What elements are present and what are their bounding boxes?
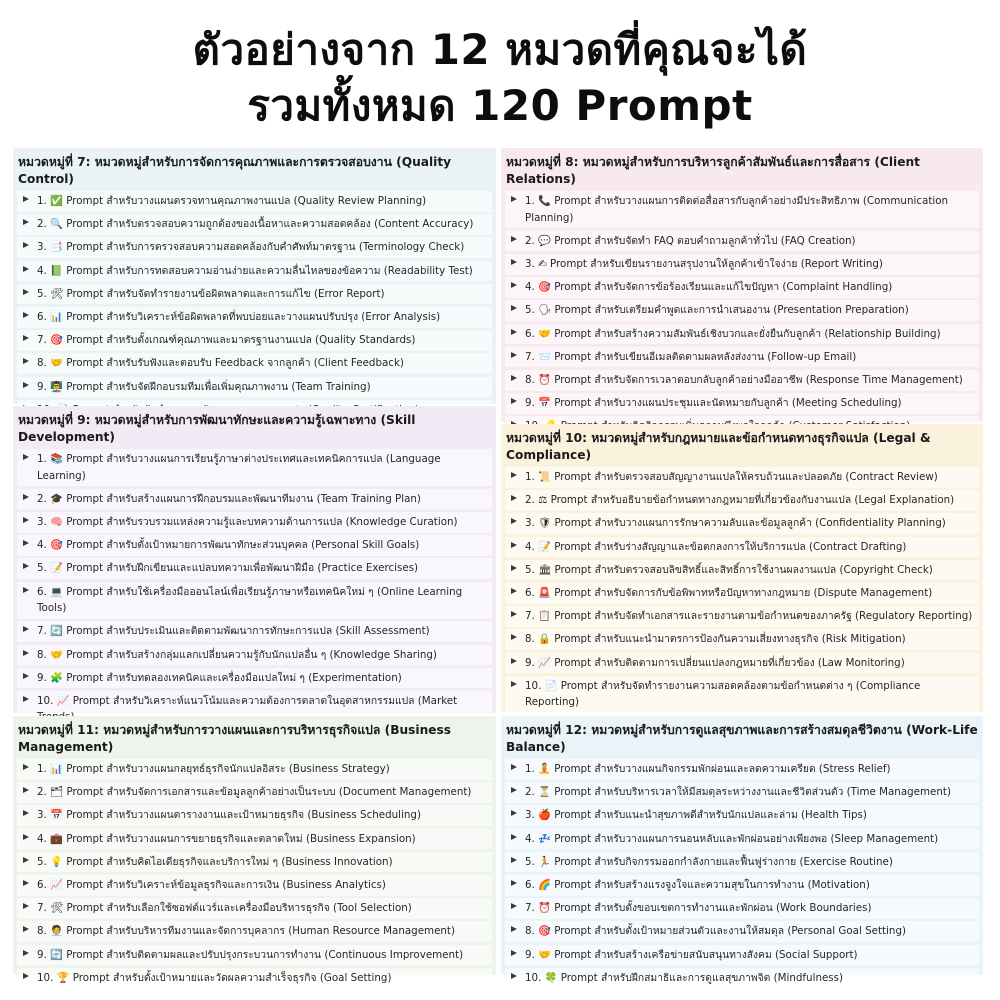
- prompt-item[interactable]: [505, 782, 979, 803]
- prompt-item[interactable]: [505, 300, 979, 321]
- prompt-item[interactable]: [505, 467, 979, 488]
- disclosure-triangle-icon[interactable]: [23, 857, 29, 863]
- prompt-item[interactable]: [17, 668, 492, 689]
- prompt-item[interactable]: [505, 676, 979, 713]
- disclosure-triangle-icon[interactable]: [23, 880, 29, 886]
- prompt-item-text: 9. 📈 Prompt สำหรับติดตามการเปลี่ยนแปลงกฎหมายที่เกี่ยวข้อง (Law Monitoring): [525, 656, 905, 669]
- prompt-item-text: 3. 📅 Prompt สำหรับวางแผนตารางงานและเป้าหมายธุรกิจ (Business Scheduling): [37, 809, 421, 822]
- prompt-item[interactable]: [505, 513, 979, 534]
- prompt-item-text: 4. 📝 Prompt สำหรับร่างสัญญาและข้อตกลงการให้บริการแปล (Contract Drafting): [525, 540, 907, 553]
- prompt-item-text: 5. 🏛 Prompt สำหรับตรวจสอบลิขสิทธิ์และสิทธิ์การใช้งานผลงานแปล (Copyright Check): [525, 563, 933, 576]
- prompt-item[interactable]: [17, 512, 492, 533]
- prompt-item-text: 6. 🌈 Prompt สำหรับสร้างแรงจูงใจและความสุขในการทำงาน (Motivation): [525, 878, 870, 891]
- disclosure-triangle-icon[interactable]: [23, 626, 29, 632]
- prompt-item[interactable]: [505, 852, 979, 873]
- prompt-item[interactable]: [17, 898, 492, 919]
- prompt-item-text: 1. 📊 Prompt สำหรับวางแผนกลยุทธ์ธุรกิจนักแปลอิสระ (Business Strategy): [37, 763, 390, 775]
- prompt-item[interactable]: [17, 449, 492, 486]
- prompt-item[interactable]: [17, 489, 492, 510]
- category-panel-8: [501, 148, 983, 422]
- prompt-item-text: 8. 🎯 Prompt สำหรับตั้งเป้าหมายส่วนตัวและงานให้สมดุล (Personal Goal Setting): [525, 925, 906, 938]
- prompt-item-text: 10. 🏆 Prompt สำหรับตั้งเป้าหมายและวัดผลความสำเร็จธุรกิจ (Goal Setting): [37, 971, 392, 984]
- prompt-item[interactable]: [17, 558, 492, 579]
- prompt-item-text: 10. 📄 Prompt สำหรับจัดทำรายงานความสอดคล้องตามข้อกำหนดต่าง ๆ (Compliance Reporting): [525, 679, 921, 709]
- category-panel-10: [501, 424, 983, 712]
- prompt-item-text: 8. ⏰ Prompt สำหรับจัดการเวลาตอบกลับลูกค้าอย่างมืออาชีพ (Response Time Management): [525, 373, 963, 386]
- disclosure-triangle-icon[interactable]: [511, 588, 517, 594]
- disclosure-triangle-icon[interactable]: [23, 650, 29, 656]
- prompt-list: [505, 759, 979, 988]
- prompt-item-text: 8. 🧑‍💼 Prompt สำหรับบริหารทีมงานและจัดการบุคลากร (Human Resource Management): [37, 925, 455, 938]
- disclosure-triangle-icon[interactable]: [511, 903, 517, 909]
- disclosure-triangle-icon[interactable]: [511, 950, 517, 956]
- disclosure-triangle-icon[interactable]: [511, 634, 517, 640]
- prompt-item[interactable]: [505, 191, 979, 228]
- prompt-list: [17, 759, 492, 988]
- prompt-item[interactable]: [17, 284, 492, 305]
- prompt-item[interactable]: [505, 254, 979, 275]
- disclosure-triangle-icon[interactable]: [23, 903, 29, 909]
- prompt-item-text: 2. 🎓 Prompt สำหรับสร้างแผนการฝึกอบรมและพัฒนาทีมงาน (Team Training Plan): [37, 492, 421, 505]
- prompt-item[interactable]: [17, 852, 492, 873]
- prompt-item-text: 6. 📈 Prompt สำหรับวิเคราะห์ข้อมูลธุรกิจและการเงิน (Business Analytics): [37, 878, 386, 891]
- prompt-item-text: 3. 🧠 Prompt สำหรับรวบรวมแหล่งความรู้และบทความด้านการแปล (Knowledge Curation): [37, 515, 458, 528]
- prompt-item-text: 10. 📈 Prompt สำหรับวิเคราะห์แนวโน้มและความต้องการตลาดในอุตสาหกรรมแปล (Market: [37, 694, 458, 707]
- prompt-item[interactable]: [17, 214, 492, 235]
- disclosure-triangle-icon[interactable]: [511, 834, 517, 840]
- disclosure-triangle-icon[interactable]: [23, 950, 29, 956]
- disclosure-triangle-icon[interactable]: [511, 518, 517, 524]
- prompt-item[interactable]: [17, 191, 492, 212]
- prompt-item[interactable]: [17, 875, 492, 896]
- prompt-item-text: 7. ⏰ Prompt สำหรับตั้งขอบเขตการทำงานและพักผ่อน (Work Boundaries): [525, 902, 872, 915]
- prompt-item[interactable]: [505, 968, 979, 989]
- prompt-item-text: 8. 🤝 Prompt สำหรับสร้างกลุ่มแลกเปลี่ยนความรู้กับนักแปลอื่น ๆ (Knowledge Sharing): [37, 648, 437, 661]
- prompt-item-text: 1. 🧘 Prompt สำหรับวางแผนกิจกรรมพักผ่อนและลดความเครียด (Stress Relief): [525, 763, 891, 775]
- disclosure-triangle-icon[interactable]: [23, 926, 29, 932]
- prompt-item[interactable]: [505, 277, 979, 298]
- prompt-list: [17, 191, 492, 420]
- prompt-item-text: 9. 📅 Prompt สำหรับวางแผนประชุมและนัดหมายกับลูกค้า (Meeting Scheduling): [525, 397, 902, 410]
- prompt-item-text: 4. 🎯 Prompt สำหรับตั้งเป้าหมายการพัฒนาทักษะส่วนบุคคล (Personal Skill Goals): [37, 539, 420, 552]
- prompt-item[interactable]: [505, 393, 979, 414]
- prompt-item[interactable]: [505, 537, 979, 558]
- prompt-item[interactable]: [505, 370, 979, 391]
- prompt-item-text: 7. 📨 Prompt สำหรับเขียนอีเมลติดตามผลหลังส่งงาน (Follow-up Email): [525, 350, 857, 363]
- prompt-item[interactable]: [505, 805, 979, 826]
- prompt-item[interactable]: [505, 945, 979, 966]
- disclosure-triangle-icon[interactable]: [511, 764, 517, 770]
- prompt-item[interactable]: [17, 921, 492, 942]
- prompt-item[interactable]: [505, 629, 979, 650]
- disclosure-triangle-icon[interactable]: [511, 787, 517, 793]
- category-panel-11: [13, 716, 496, 984]
- category-title: หมวดหมู่ที่ 12: หมวดหมู่สำหรับการดูแลสุขภาพและการสร้างสมดุลชีวิตงาน (Work-Life Balance): [506, 723, 978, 754]
- prompt-item-text: 3. ✍ Prompt สำหรับเขียนรายงานสรุปงานให้ลูกค้าเข้าใจง่าย (Report Writing): [525, 257, 883, 270]
- disclosure-triangle-icon[interactable]: [23, 696, 29, 702]
- prompt-item-text: 5. 🛠 Prompt สำหรับจัดทำรายงานข้อผิดพลาดและการแก้ไข (Error Report): [37, 287, 385, 300]
- disclosure-triangle-icon[interactable]: [23, 358, 29, 364]
- prompt-item[interactable]: [505, 606, 979, 627]
- prompt-item-text: 7. 🛠 Prompt สำหรับเลือกใช้ซอฟต์แวร์และเครื่องมือบริหารธุรกิจ (Tool Selection): [37, 902, 412, 915]
- disclosure-triangle-icon[interactable]: [511, 282, 517, 288]
- prompt-item-text: 6. 💻 Prompt สำหรับใช้เครื่องมือออนไลน์เพื่อเรียนรู้ภาษาหรือเทคนิคใหม่ ๆ (Online Learning Tools): [37, 585, 463, 615]
- prompt-item-text: 4. 💤 Prompt สำหรับวางแผนการนอนหลับและพักผ่อนอย่างเพียงพอ (Sleep Management): [525, 832, 939, 845]
- prompt-item-text: 3. 🛡 Prompt สำหรับวางแผนการรักษาความลับและข้อมูลลูกค้า (Confidentiality Planning): [525, 517, 946, 530]
- disclosure-triangle-icon[interactable]: [23, 563, 29, 569]
- category-panel-9: [13, 406, 496, 713]
- prompt-item-text: 9. 👨‍🏫 Prompt สำหรับจัดฝึกอบรมทีมเพื่อเพิ่มคุณภาพงาน (Team Training): [37, 380, 371, 393]
- disclosure-triangle-icon[interactable]: [511, 658, 517, 664]
- disclosure-triangle-icon[interactable]: [23, 517, 29, 523]
- prompt-item[interactable]: [505, 653, 979, 674]
- prompt-item[interactable]: [17, 330, 492, 351]
- prompt-item-text: 6. 🚨 Prompt สำหรับจัดการกับข้อพิพาทหรือปัญหาทางกฎหมาย (Dispute Management): [525, 586, 933, 599]
- prompt-item-text: 5. 🏃 Prompt สำหรับกิจกรรมออกกำลังกายและฟื้นฟูร่างกาย (Exercise Routine): [525, 855, 893, 868]
- prompt-item[interactable]: [17, 945, 492, 966]
- prompt-item[interactable]: [505, 875, 979, 896]
- prompt-item[interactable]: [17, 237, 492, 258]
- disclosure-triangle-icon[interactable]: [23, 382, 29, 388]
- prompt-item-text: 3. 🍎 Prompt สำหรับแนะนำสุขภาพดีสำหรับนักแปลและล่าม (Health Tips): [525, 809, 867, 822]
- disclosure-triangle-icon[interactable]: [511, 495, 517, 501]
- prompt-item-text: 1. 📜 Prompt สำหรับตรวจสอบสัญญางานแปลให้ครบถ้วนและปลอดภัย (Contract Review): [525, 471, 938, 483]
- disclosure-triangle-icon[interactable]: [511, 542, 517, 548]
- disclosure-triangle-icon[interactable]: [511, 565, 517, 571]
- disclosure-triangle-icon[interactable]: [23, 289, 29, 295]
- category-title: หมวดหมู่ที่ 11: หมวดหมู่สำหรับการวางแผนและการบริหารธุรกิจแปล (Business Management): [18, 723, 452, 754]
- category-panel-12: [501, 716, 983, 984]
- prompt-item[interactable]: [505, 829, 979, 850]
- prompt-item[interactable]: [17, 377, 492, 398]
- prompt-item-text: 7. 🎯 Prompt สำหรับตั้งเกณฑ์คุณภาพและมาตรฐานงานแปล (Quality Standards): [37, 334, 416, 347]
- disclosure-triangle-icon[interactable]: [511, 472, 517, 478]
- prompt-list: [17, 449, 492, 728]
- disclosure-triangle-icon[interactable]: [23, 219, 29, 225]
- prompt-item[interactable]: [505, 324, 979, 345]
- disclosure-triangle-icon[interactable]: [23, 810, 29, 816]
- prompt-item-text: 4. 💼 Prompt สำหรับวางแผนการขยายธุรกิจและตลาดใหม่ (Business Expansion): [37, 832, 416, 845]
- category-title: หมวดหมู่ที่ 10: หมวดหมู่สำหรับกฎหมายและข้อกำหนดทางธุรกิจแปล (Legal & Compliance): [506, 431, 931, 462]
- disclosure-triangle-icon[interactable]: [23, 587, 29, 593]
- hero-title-line-1: ตัวอย่างจาก 12 หมวดที่คุณจะได้: [192, 25, 808, 74]
- disclosure-triangle-icon[interactable]: [511, 196, 517, 202]
- disclosure-triangle-icon[interactable]: [511, 880, 517, 886]
- prompt-item[interactable]: [17, 759, 492, 780]
- prompt-item-text: 6. 🤝 Prompt สำหรับสร้างความสัมพันธ์เชิงบวกและยั่งยืนกับลูกค้า (Relationship Building): [525, 327, 941, 340]
- category-title: หมวดหมู่ที่ 9: หมวดหมู่สำหรับการพัฒนาทักษะและความรู้เฉพาะทาง (Skill Development): [18, 413, 416, 444]
- category-panel-7: [13, 148, 496, 404]
- prompt-item-text: 2. ⚖ Prompt สำหรับอธิบายข้อกำหนดทางกฎหมายที่เกี่ยวข้องกับงานแปล (Legal Explanation): [525, 494, 955, 507]
- prompt-item[interactable]: [17, 782, 492, 803]
- prompt-item-text: 9. 🤝 Prompt สำหรับสร้างเครือข่ายสนับสนุนทางสังคม (Social Support): [525, 948, 858, 961]
- disclosure-triangle-icon[interactable]: [23, 834, 29, 840]
- prompt-item[interactable]: [505, 921, 979, 942]
- prompt-item[interactable]: [505, 231, 979, 252]
- disclosure-triangle-icon[interactable]: [23, 764, 29, 770]
- prompt-item-text: 9. 🧩 Prompt สำหรับทดลองเทคนิคและเครื่องมือแปลใหม่ ๆ (Experimentation): [37, 671, 402, 684]
- hero-title: [0, 22, 1000, 134]
- disclosure-triangle-icon[interactable]: [511, 352, 517, 358]
- prompt-item-text: 5. 💡 Prompt สำหรับคิดไอเดียธุรกิจและบริการใหม่ ๆ (Business Innovation): [37, 855, 393, 868]
- prompt-item[interactable]: [505, 898, 979, 919]
- disclosure-triangle-icon[interactable]: [511, 236, 517, 242]
- disclosure-triangle-icon[interactable]: [511, 259, 517, 265]
- prompt-item-text: 8. 🔒 Prompt สำหรับแนะนำมาตรการป้องกันความเสี่ยงทางธุรกิจ (Risk Mitigation): [525, 633, 906, 646]
- prompt-item[interactable]: [505, 560, 979, 581]
- prompt-item[interactable]: [17, 621, 492, 642]
- prompt-item-text: 5. 🗣 Prompt สำหรับเตรียมคำพูดและการนำเสนองาน (Presentation Preparation): [525, 304, 909, 317]
- category-title: หมวดหมู่ที่ 8: หมวดหมู่สำหรับการบริหารลูกค้าสัมพันธ์และการสื่อสาร (Client Relations): [506, 155, 920, 186]
- prompt-item[interactable]: [17, 645, 492, 666]
- prompt-item[interactable]: [505, 759, 979, 780]
- prompt-item[interactable]: [17, 307, 492, 328]
- prompt-item[interactable]: [505, 490, 979, 511]
- prompt-item-text: 6. 📊 Prompt สำหรับวิเคราะห์ข้อผิดพลาดที่พบบ่อยและวางแผนปรับปรุง (Error Analysis): [37, 310, 441, 323]
- prompt-list: [505, 191, 979, 437]
- prompt-item-text: 1. 📞 Prompt สำหรับวางแผนการติดต่อสื่อสารกับลูกค้าอย่างมีประสิทธิภาพ (Communication Planning): [525, 195, 949, 224]
- prompt-item[interactable]: [17, 261, 492, 282]
- disclosure-triangle-icon[interactable]: [511, 973, 517, 979]
- prompt-item-text: 9. 🔄 Prompt สำหรับติดตามผลและปรับปรุงกระบวนการทำงาน (Continuous Improvement): [37, 948, 464, 961]
- prompt-item[interactable]: [17, 805, 492, 826]
- disclosure-triangle-icon[interactable]: [23, 312, 29, 318]
- prompt-item[interactable]: [17, 582, 492, 619]
- disclosure-triangle-icon[interactable]: [511, 305, 517, 311]
- prompt-item-text: 1. ✅ Prompt สำหรับวางแผนตรวจทานคุณภาพงานแปล (Quality Review Planning): [37, 195, 427, 207]
- prompt-list: [505, 467, 979, 713]
- disclosure-triangle-icon[interactable]: [23, 494, 29, 500]
- disclosure-triangle-icon[interactable]: [23, 787, 29, 793]
- disclosure-triangle-icon[interactable]: [511, 926, 517, 932]
- prompt-item-text: 7. 📋 Prompt สำหรับจัดทำเอกสารและรายงานตามข้อกำหนดของภาครัฐ (Regulatory Reporting): [525, 610, 973, 623]
- prompt-item[interactable]: [17, 968, 492, 989]
- prompt-item-text: 8. 🤝 Prompt สำหรับรับฟังและตอบรับ Feedback จากลูกค้า (Client Feedback): [37, 357, 404, 370]
- disclosure-triangle-icon[interactable]: [511, 681, 517, 687]
- prompt-item[interactable]: [505, 583, 979, 604]
- prompt-item-text: 4. 📗 Prompt สำหรับการทดสอบความอ่านง่ายและความลื่นไหลของข้อความ (Readability Test): [37, 264, 473, 277]
- category-title: หมวดหมู่ที่ 7: หมวดหมู่สำหรับการจัดการคุณภาพและการตรวจสอบงาน (Quality Control): [18, 155, 452, 186]
- prompt-item[interactable]: [17, 535, 492, 556]
- disclosure-triangle-icon[interactable]: [511, 329, 517, 335]
- prompt-item-text: 2. ⏳ Prompt สำหรับบริหารเวลาให้มีสมดุลระหว่างงานและชีวิตส่วนตัว (Time Management): [525, 786, 951, 799]
- disclosure-triangle-icon[interactable]: [23, 196, 29, 202]
- prompt-item-text: 2. 💬 Prompt สำหรับจัดทำ FAQ ตอบคำถามลูกค้าทั่วไป (FAQ Creation): [525, 234, 856, 247]
- prompt-item[interactable]: [17, 353, 492, 374]
- prompt-item[interactable]: [505, 347, 979, 368]
- disclosure-triangle-icon[interactable]: [23, 540, 29, 546]
- prompt-item-text: 3. 📑 Prompt สำหรับการตรวจสอบความสอดคล้องกับคำศัพท์มาตรฐาน (Terminology Check): [37, 241, 465, 254]
- disclosure-triangle-icon[interactable]: [511, 398, 517, 404]
- disclosure-triangle-icon[interactable]: [23, 266, 29, 272]
- disclosure-triangle-icon[interactable]: [23, 454, 29, 460]
- disclosure-triangle-icon[interactable]: [23, 673, 29, 679]
- prompt-item-text: 10. 🍀 Prompt สำหรับฝึกสมาธิและการดูแลสุขภาพจิต (Mindfulness): [525, 971, 844, 984]
- prompt-item-text: 7. 🔄 Prompt สำหรับประเมินและติดตามพัฒนาการทักษะการแปล (Skill Assessment): [37, 625, 430, 638]
- disclosure-triangle-icon[interactable]: [511, 857, 517, 863]
- prompt-item[interactable]: [17, 829, 492, 850]
- disclosure-triangle-icon[interactable]: [511, 611, 517, 617]
- prompt-item-text: 2. 🗂 Prompt สำหรับจัดการเอกสารและข้อมูลลูกค้าอย่างเป็นระบบ (Document Management): [37, 786, 472, 799]
- disclosure-triangle-icon[interactable]: [511, 810, 517, 816]
- hero-title-line-2: รวมทั้งหมด 120 Prompt: [247, 81, 753, 130]
- prompt-item-text: 4. 🎯 Prompt สำหรับจัดการข้อร้องเรียนและแก้ไขปัญหา (Complaint Handling): [525, 281, 893, 294]
- prompt-item-text: 2. 🔍 Prompt สำหรับตรวจสอบความถูกต้องของเนื้อหาและความสอดคล้อง (Content Accuracy): [37, 218, 474, 231]
- prompt-item-text: 1. 📚 Prompt สำหรับวางแผนการเรียนรู้ภาษาต่างประเทศและเทคนิคการแปล (Language Learning): [37, 453, 441, 482]
- disclosure-triangle-icon[interactable]: [23, 973, 29, 979]
- prompt-item-text: 5. 📝 Prompt สำหรับฝึกเขียนและแปลบทความเพื่อพัฒนาฝีมือ (Practice Exercises): [37, 562, 419, 575]
- disclosure-triangle-icon[interactable]: [511, 375, 517, 381]
- disclosure-triangle-icon[interactable]: [23, 335, 29, 341]
- disclosure-triangle-icon[interactable]: [23, 242, 29, 248]
